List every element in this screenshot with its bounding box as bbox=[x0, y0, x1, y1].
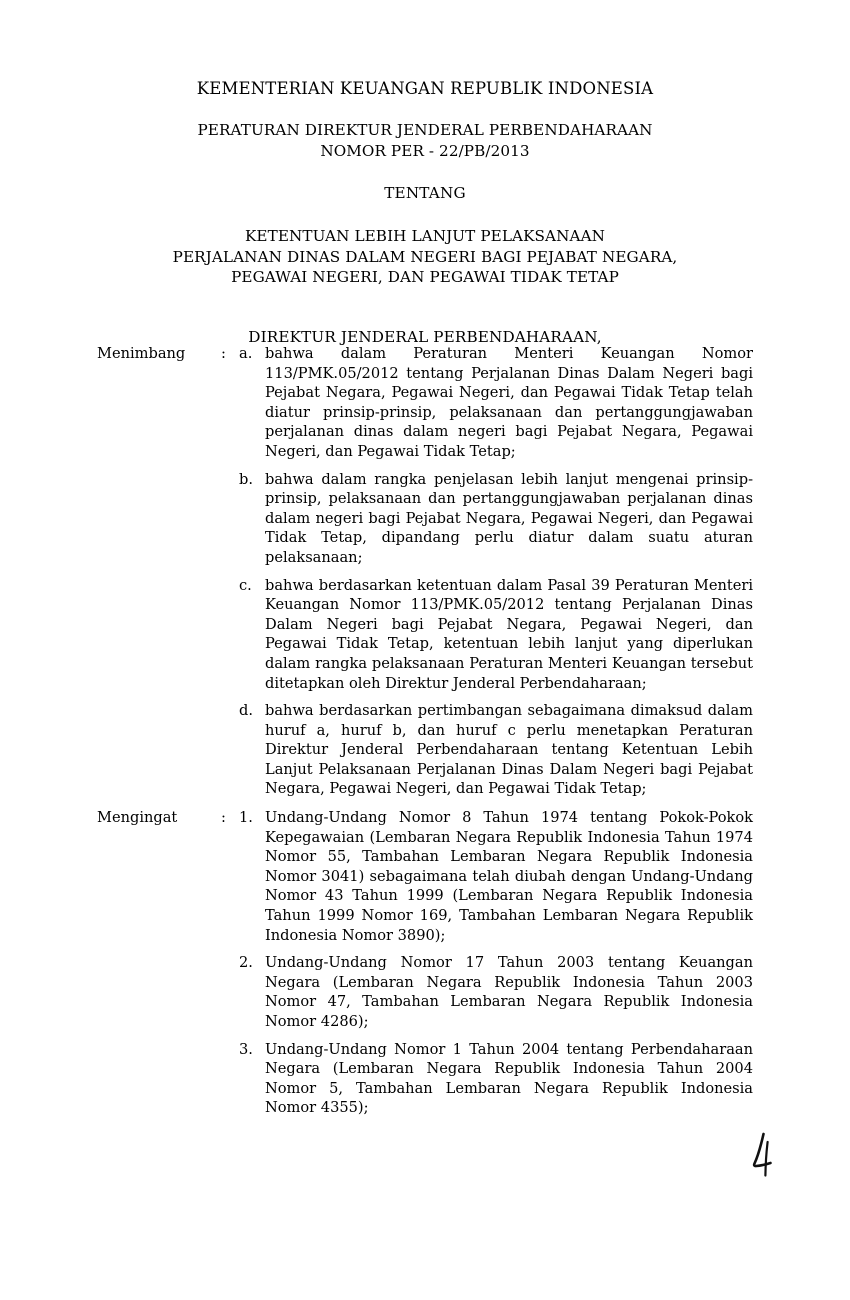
legal-basis-colon: : bbox=[221, 809, 226, 827]
consideration-item-a bbox=[97, 344, 753, 462]
legal-basis-item-1 bbox=[97, 808, 753, 945]
legal-basis-marker-3: 3. bbox=[239, 1040, 253, 1058]
legal-basis-text-1: Undang-Undang Nomor 8 Tahun 1974 tentang Pokok-Pokok Kepegawaian (Lembaran Negara Republik Indonesia Tahun 1974 Nomor 55, Tambahan Lembaran Negara Republik Indonesia Nomor 3041) sebagaimana telah diubah dengan Undang-Undang Nomor 43 Tahun 1999 (Lembaran Negara Republik Indonesia Tahun 1999 Nomor 169, Tambahan Lembaran Negara Republik Indonesia Nomor 3890); bbox=[265, 809, 753, 944]
consideration-item-c bbox=[97, 576, 753, 694]
clause-body bbox=[97, 344, 753, 1118]
legal-basis-label: Mengingat bbox=[97, 809, 178, 827]
regulation-heading bbox=[97, 120, 753, 162]
subject-line-3: PEGAWAI NEGERI, DAN PEGAWAI TIDAK TETAP bbox=[231, 268, 619, 286]
regulation-number: NOMOR PER - 22/PB/2013 bbox=[320, 142, 530, 160]
consideration-marker-a: a. bbox=[239, 345, 253, 362]
institution-name: KEMENTERIAN KEUANGAN REPUBLIK INDONESIA bbox=[196, 79, 654, 98]
legal-basis-section bbox=[97, 808, 753, 1118]
regulation-title: PERATURAN DIREKTUR JENDERAL PERBENDAHARAAN bbox=[197, 121, 653, 139]
signer-title: DIREKTUR JENDERAL PERBENDAHARAAN, bbox=[248, 327, 602, 346]
consideration-text-c: bahwa berdasarkan ketentuan dalam Pasal 39 Peraturan Menteri Keuangan Nomor 113/PMK.05/2012 tentang Perjalanan Dinas Dalam Negeri bagi Pejabat Negara, Pegawai Negeri, dan Pegawai Tidak Tetap, ketentuan lebih lanjut yang diperlukan dalam rangka pelaksanaan Peraturan Menteri Keuangan tersebut ditetapkan oleh Direktur Jenderal Perbendaharaan; bbox=[265, 576, 753, 692]
legal-basis-text-2: Undang-Undang Nomor 17 Tahun 2003 tentang Keuangan Negara (Lembaran Negara Republik Indonesia Tahun 2003 Nomor 47, Tambahan Lembaran Negara Republik Indonesia Nomor 4286); bbox=[265, 954, 753, 1030]
consideration-text-a: bahwa dalam Peraturan Menteri Keuangan Nomor 113/PMK.05/2012 tentang Perjalanan Dinas Dalam Negeri bagi Pejabat Negara, Pegawai Negeri, dan Pegawai Tidak Tetap telah diatur prinsip-prinsip, pelaksanaan dan pertanggungjawaban perjalanan dinas dalam negeri bagi Pejabat Negara, Pegawai Negeri, dan Pegawai Tidak Tetap; bbox=[265, 345, 753, 460]
considerations-label: Menimbang bbox=[97, 345, 186, 362]
document-masthead bbox=[97, 78, 753, 348]
consideration-marker-d: d. bbox=[239, 702, 253, 720]
legal-basis-text-3: Undang-Undang Nomor 1 Tahun 2004 tentang Perbendaharaan Negara (Lembaran Negara Republik Indonesia Tahun 2004 Nomor 5, Tambahan Lembaran Negara Republik Indonesia Nomor 4355); bbox=[265, 1040, 753, 1117]
consideration-marker-b: b. bbox=[239, 470, 253, 488]
regulation-subject bbox=[97, 226, 753, 288]
legal-basis-item-2 bbox=[97, 953, 753, 1031]
consideration-item-b bbox=[97, 470, 753, 568]
considerations-colon: : bbox=[221, 345, 226, 362]
consideration-marker-c: c. bbox=[239, 576, 252, 594]
handwritten-paraph-icon bbox=[748, 1132, 778, 1178]
consideration-item-d bbox=[97, 701, 753, 799]
legal-basis-marker-1: 1. bbox=[239, 809, 253, 827]
considerations-section bbox=[97, 344, 753, 799]
subject-line-2: PERJALANAN DINAS DALAM NEGERI BAGI PEJABAT NEGARA, bbox=[172, 247, 678, 266]
consideration-text-d: bahwa berdasarkan pertimbangan sebagaimana dimaksud dalam huruf a, huruf b, dan huruf c perlu menetapkan Peraturan Direktur Jenderal Perbendaharaan tentang Ketentuan Lebih Lanjut Pelaksanaan Perjalanan Dinas Dalam Negeri bagi Pejabat Negara, Pegawai Negeri, dan Pegawai Tidak Tetap; bbox=[265, 702, 753, 798]
legal-basis-item-3 bbox=[97, 1040, 753, 1118]
consideration-text-b: bahwa dalam rangka penjelasan lebih lanjut mengenai prinsip-prinsip, pelaksanaan dan pertanggungjawaban perjalanan dinas dalam negeri bagi Pejabat Negara, Pegawai Negeri, dan Pegawai Tidak Tetap, dipandang perlu diatur dalam suatu aturan pelaksanaan; bbox=[265, 470, 753, 566]
legal-basis-marker-2: 2. bbox=[239, 954, 253, 972]
tentang-label: TENTANG bbox=[384, 184, 466, 202]
subject-line-1: KETENTUAN LEBIH LANJUT PELAKSANAAN bbox=[244, 227, 606, 245]
